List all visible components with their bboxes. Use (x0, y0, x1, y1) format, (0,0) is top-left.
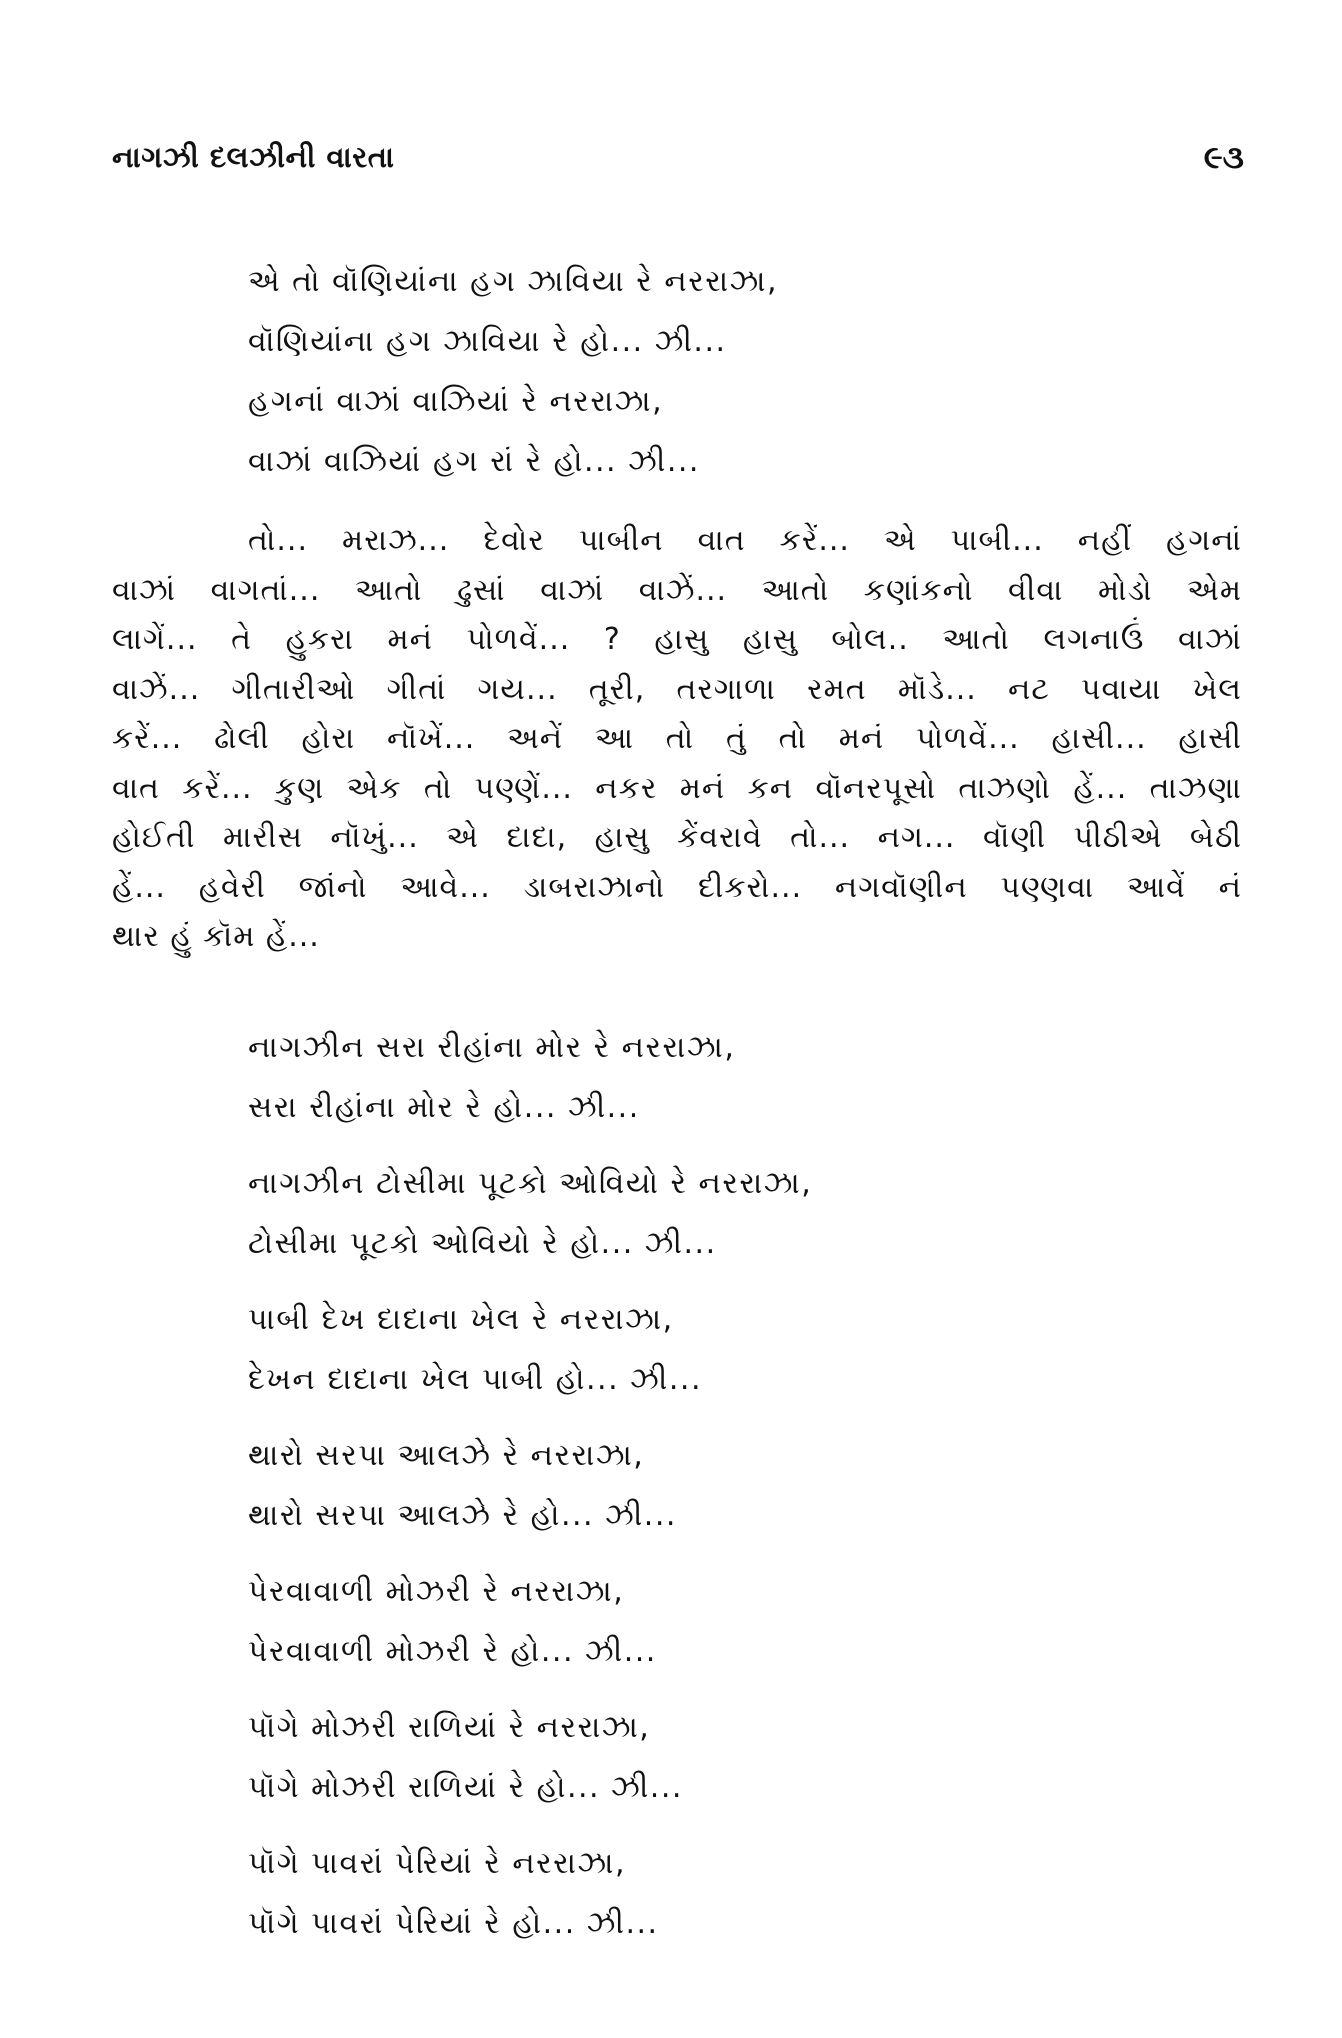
page-number: ૯૩ (1203, 138, 1244, 176)
prose-line: તો... મરાઝ... દેવોર પાબીન વાત કરેં... એ પાબી... નહીં હગનાં (248, 523, 1242, 558)
prose-paragraph (112, 516, 1242, 962)
verse-line: વૉણિયાંના હગ ઝાવિયા રે હો... ઝી... (248, 324, 727, 359)
verse-line: પૉગે મોઝરી રાળિયાં રે નરરાઝા, (248, 1710, 651, 1745)
prose-line: હોઈતી મારીસ નૉખું... એ દાદા, હાસુ કેંવરાવે તો... નગ... વૉણી પીઠીએ બેઠી (112, 820, 1242, 855)
verse-stanza (248, 1698, 683, 1818)
verse-stanza (248, 1018, 735, 1138)
prose-line: લાગેં... તે હુકરા મનં પોળવેં... ? હાસુ હાસુ બોલ.. આતો લગનાઉં વાઝાં (112, 622, 1242, 657)
verse-stanza (248, 1562, 657, 1682)
verse-line: એ તો વૉણિયાંના હગ ઝાવિયા રે નરરાઝા, (248, 264, 779, 299)
verse-line: થારો સરપા આલઝે રે નરરાઝા, (248, 1438, 645, 1473)
verse-line: નાગઝીન ટોસીમા પૂટકો ઓવિયો રે નરરાઝા, (248, 1166, 813, 1201)
prose-line: કરેં... ઢોલી હોરા નૉખેં... અનેં આ તો તું તો મનં પોળવેં... હાસી... હાસી (112, 721, 1242, 756)
verse-line: પેરવાવાળી મોઝરી રે હો... ઝી... (248, 1634, 657, 1669)
verse-line: પૉગે પાવરાં પેરિયાં રે હો... ઝી... (248, 1906, 659, 1941)
verse-line: ટોસીમા પૂટકો ઓવિયો રે હો... ઝી... (248, 1226, 717, 1261)
verse-line: પાબી દેખ દાદાના ખેલ રે નરરાઝા, (248, 1302, 674, 1337)
prose-line: વાત કરેં... કુણ એક તો પણ્ણેં... નકર મનં કન વૉનરપૂસો તાઝણો હેં... તાઝણા (112, 770, 1242, 806)
verse-line: પૉગે પાવરાં પેરિયાં રે નરરાઝા, (248, 1846, 627, 1881)
verse-stanza (248, 1426, 677, 1546)
verse-stanza (248, 1290, 702, 1410)
running-header-title: નાગઝી દલઝીની વારતા (112, 140, 395, 174)
verse-stanza (248, 1834, 659, 1954)
prose-line: હેં... હવેરી જાંનો આવે... ડાબરાઝાનો દીકરો... નગવૉણીન પણ્ણવા આવેં નં (112, 869, 1242, 905)
verse-line: નાગઝીન સરા રીહાંના મોર રે નરરાઝા, (248, 1030, 736, 1065)
verse-line: વાઝાં વાઝિયાં હગ રાં રે હો... ઝી... (248, 444, 700, 479)
prose-line: વાઝેં... ગીતારીઓ ગીતાં ગય... તૂરી, તરગાળા રમત મૉડે... નટ પવાયા ખેલ (112, 671, 1242, 707)
prose-line: થાર હું કૉમ હેં... (112, 919, 320, 954)
verse-stanza (248, 1154, 812, 1274)
verse-line: પેરવાવાળી મોઝરી રે નરરાઝા, (248, 1574, 625, 1609)
verse-stanza (248, 252, 778, 372)
verse-line: સરા રીહાંના મોર રે હો... ઝી... (248, 1090, 640, 1125)
verse-stanza (248, 372, 700, 492)
verse-line: હગનાં વાઝાં વાઝિયાં રે નરરાઝા, (248, 384, 664, 419)
verse-line: પૉગે મોઝરી રાળિયાં રે હો... ઝી... (248, 1770, 683, 1805)
verse-line: દેખન દાદાના ખેલ પાબી હો... ઝી... (248, 1362, 702, 1397)
verse-line: થારો સરપા આલઝે રે હો... ઝી... (248, 1498, 677, 1533)
prose-line: વાઝાં વાગતાં... આતો ઢુસાં વાઝાં વાઝેં... આતો કણાંકનો વીવા મોડો એમ (112, 572, 1242, 608)
